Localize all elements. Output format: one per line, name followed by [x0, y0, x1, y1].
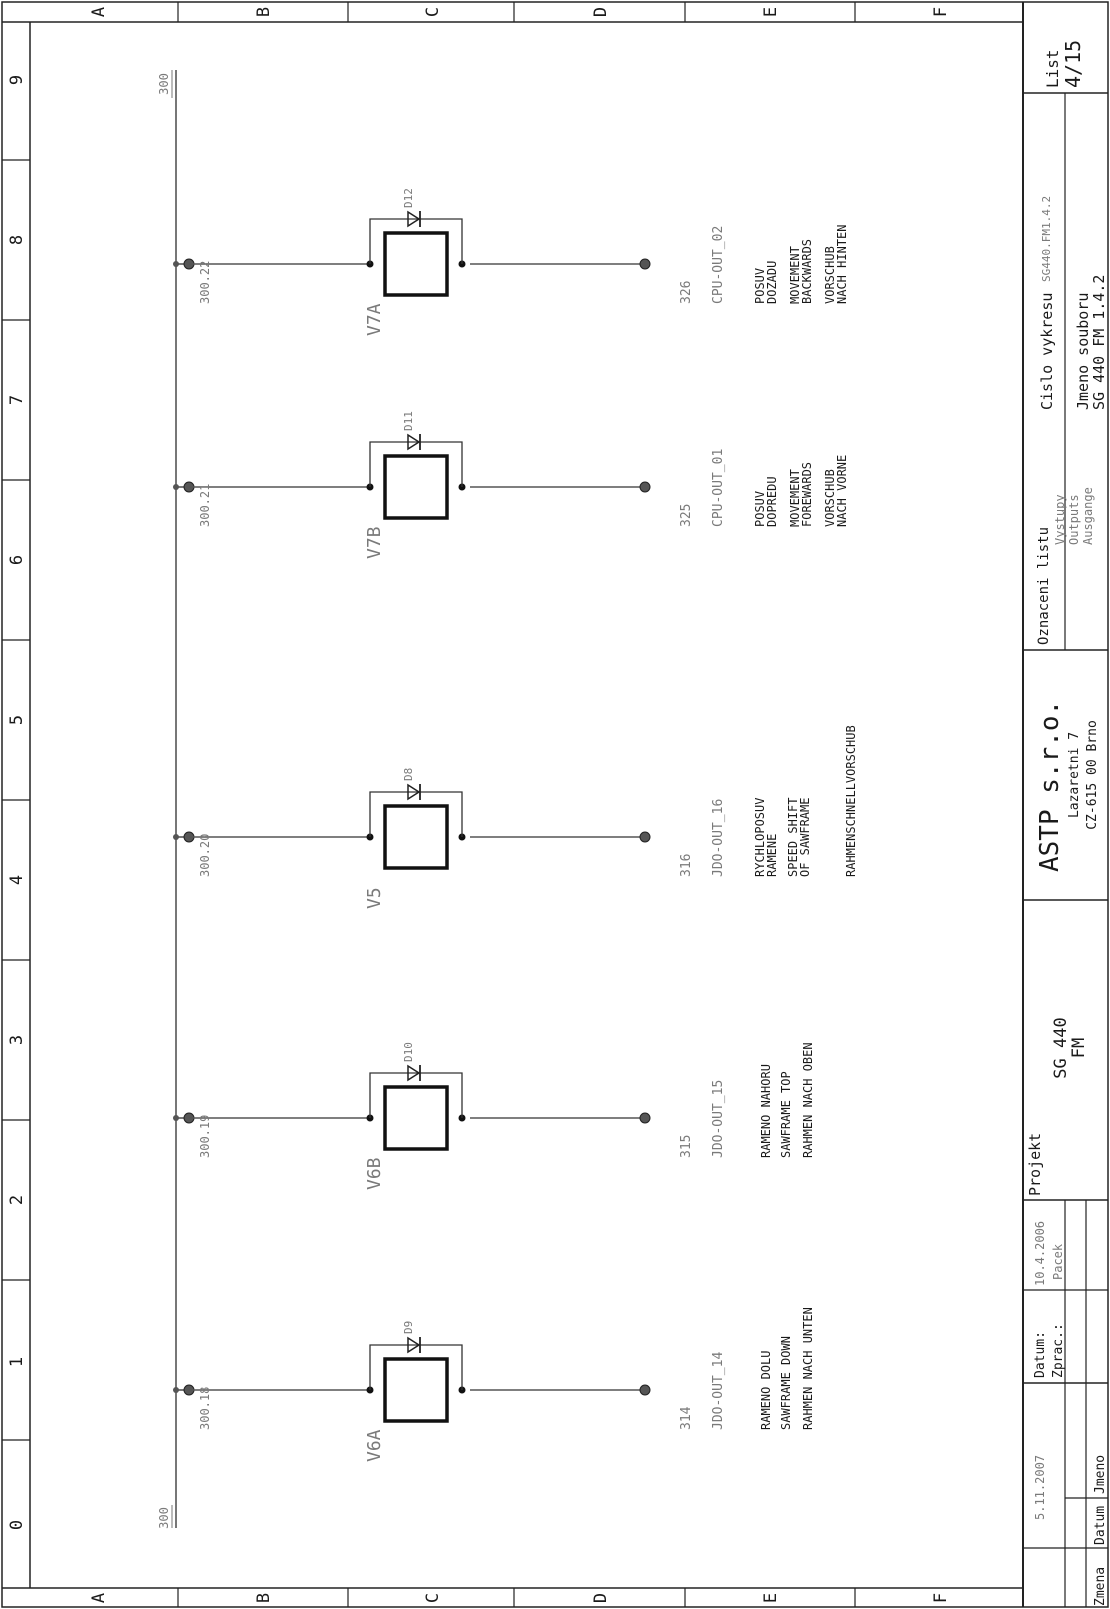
circuit-v7a [173, 188, 849, 336]
drawing-number: SG440.FM1.4.2 [1040, 195, 1053, 282]
device-label: V6A [364, 1429, 385, 1462]
project-variant: FM [1069, 1037, 1089, 1059]
rung-reference: 300.22 [198, 260, 212, 304]
row-label: F [931, 1592, 951, 1604]
column-label: 1 [7, 1356, 27, 1368]
circuits [173, 188, 858, 1462]
wire-number: 326 [679, 280, 694, 304]
row-labels-top [89, 7, 951, 17]
row-label: D [591, 6, 611, 18]
sheet-number: 4/15 [1061, 39, 1085, 88]
column-label: 2 [7, 1194, 27, 1206]
revision-date: 5.11.2007 [1033, 1454, 1047, 1520]
sheet-title-label: Oznaceni listu [1036, 526, 1052, 645]
signal-name: JDO-OUT_16 [711, 798, 726, 877]
project-label: Projekt [1026, 1132, 1044, 1196]
rung-reference: 300.18 [198, 1386, 212, 1430]
terminal-right [640, 259, 650, 269]
column-label: 3 [7, 1034, 27, 1046]
description-line: MOVEMENT [788, 469, 802, 527]
description-line: OF SAWFRAME [798, 797, 812, 877]
coil-symbol [385, 1359, 447, 1421]
description-line: NACH HINTEN [835, 224, 849, 304]
description-line: RYCHLOPOSUV [753, 797, 767, 877]
description-line: SAWFRAME DOWN [779, 1336, 793, 1430]
wire-number: 325 [679, 503, 694, 527]
device-label: V7A [364, 303, 385, 336]
drawing-frame [2, 2, 1108, 1607]
description-line: POSUV [753, 490, 767, 527]
row-label: F [931, 6, 951, 18]
file-name: SG 440 FM 1.4.2 [1090, 274, 1108, 410]
coil-symbol [385, 806, 447, 868]
power-bus [157, 70, 176, 1529]
column-labels [7, 75, 27, 1530]
wire-number: 316 [679, 853, 694, 877]
description-line: RAMENO NAHORU [759, 1064, 773, 1158]
row-labels-bottom [89, 1593, 951, 1603]
sheet-title: Ausgange [1081, 487, 1095, 545]
author-label: Zprac.: [1051, 1323, 1066, 1378]
revision-col-zmena: Zmena [1093, 1566, 1108, 1606]
diode-label: D8 [402, 767, 415, 781]
company-address: Lazaretni 7 [1067, 731, 1082, 819]
row-label: B [254, 6, 274, 18]
author-value: Pacek [1051, 1243, 1065, 1280]
circuit-v6a [173, 1307, 815, 1462]
signal-name: JDO-OUT_15 [711, 1079, 726, 1158]
diode-label: D9 [402, 1320, 415, 1334]
sheet-title: Vystupy [1053, 494, 1067, 545]
column-label: 6 [7, 554, 27, 566]
description-line: DOZADU [765, 260, 779, 304]
terminal-right [640, 832, 650, 842]
diode-label: D11 [402, 411, 415, 431]
rung-reference: 300.21 [198, 483, 212, 527]
column-label: 5 [7, 714, 27, 726]
description-line: BACKWARDS [800, 238, 814, 304]
description-line: RAHMENSCHNELLVORSCHUB [844, 725, 858, 877]
description-line: VORSCHUB [823, 469, 837, 527]
terminal-right [640, 482, 650, 492]
description-line: FOREWARDS [800, 461, 814, 527]
diode-label: D12 [402, 188, 415, 208]
circuit-v7b [173, 411, 849, 559]
description-line: POSUV [753, 267, 767, 304]
bus-label-top: 300 [157, 73, 171, 95]
sheet-number-label: List [1043, 49, 1062, 88]
wire-number: 314 [679, 1406, 694, 1430]
date-label: Datum: [1033, 1331, 1048, 1378]
sheet-title: Outputs [1067, 494, 1081, 545]
row-label: B [254, 1592, 274, 1604]
signal-name: CPU-OUT_02 [711, 225, 726, 304]
signal-name: JDO-OUT_14 [711, 1351, 726, 1430]
description-line: RAMENO DOLU [759, 1350, 773, 1430]
column-label: 8 [7, 234, 27, 246]
signal-name: CPU-OUT_01 [711, 448, 726, 527]
title-block-text [1026, 40, 1108, 1606]
description-line: SPEED SHIFT [786, 797, 800, 877]
device-label: V5 [364, 887, 385, 909]
rung-reference: 300.20 [198, 833, 212, 877]
terminal-right [640, 1385, 650, 1395]
description-line: DOPREDU [765, 476, 779, 527]
description-line: NACH VORNE [835, 454, 849, 527]
description-line: MOVEMENT [788, 246, 802, 304]
rung-reference: 300.19 [198, 1114, 212, 1158]
coil-symbol [385, 456, 447, 518]
column-label: 0 [7, 1519, 27, 1531]
circuit-v5 [173, 725, 858, 909]
row-label: A [89, 6, 109, 18]
project-name: SG 440 [1051, 1017, 1071, 1079]
terminal-right [640, 1113, 650, 1123]
coil-symbol [385, 1087, 447, 1149]
device-label: V6B [364, 1157, 385, 1190]
company-name: ASTP s.r.o. [1035, 699, 1065, 872]
file-name-label: Jmeno souboru [1074, 292, 1092, 410]
row-label: D [591, 1592, 611, 1604]
description-line: VORSCHUB [823, 246, 837, 304]
row-label: E [761, 6, 781, 18]
description-line: RAHMEN NACH OBEN [801, 1042, 815, 1158]
description-line: RAMENE [765, 833, 779, 877]
row-label: C [423, 6, 443, 18]
column-label: 7 [7, 394, 27, 406]
diode-label: D10 [402, 1042, 415, 1062]
circuit-v6b [173, 1042, 815, 1190]
bus-label-bottom: 300 [157, 1507, 171, 1529]
revision-col-datum: Datum [1093, 1505, 1108, 1545]
drawing-number-label: Cislo vykresu [1038, 292, 1056, 410]
device-label: V7B [364, 526, 385, 559]
description-line: SAWFRAME TOP [779, 1071, 793, 1158]
company-city: CZ-615 00 Brno [1085, 720, 1100, 830]
column-label: 4 [7, 874, 27, 886]
column-label: 9 [7, 74, 27, 86]
description-line: RAHMEN NACH UNTEN [801, 1307, 815, 1430]
revision-col-jmeno: Jmeno [1093, 1454, 1108, 1494]
coil-symbol [385, 233, 447, 295]
row-label: C [423, 1592, 443, 1604]
row-label: E [761, 1592, 781, 1604]
wire-number: 315 [679, 1134, 694, 1158]
date-value: 10.4.2006 [1033, 1220, 1047, 1286]
row-label: A [89, 1592, 109, 1604]
